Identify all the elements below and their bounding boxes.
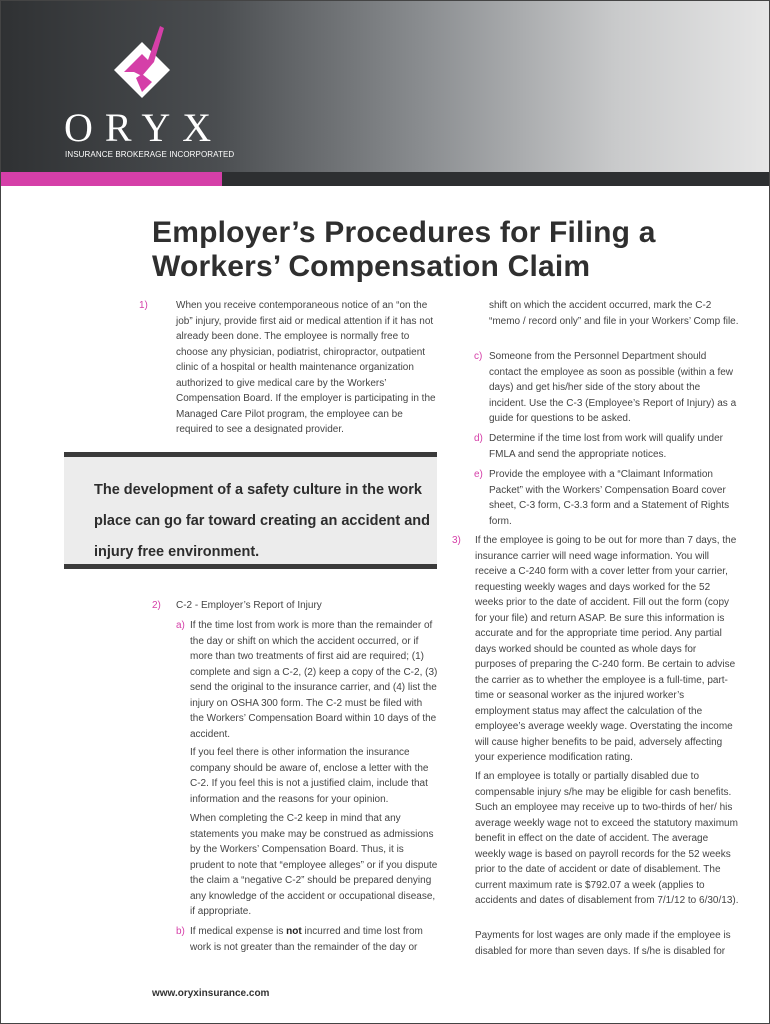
page-title: Employer’s Procedures for Filing a Workers’ Compensation Claim xyxy=(152,216,656,283)
item-3-text-2: If an employee is totally or partially disabled due to compensable injury s/he may be eligible for cash benefits. Such an employee may receive up to two-thirds of her/ his average weekly wage not to exceed the statutory maximum benefit in effect on the date of accident. The average weekly wage is based on payroll records for the 52 weeks prior to the date of accident or date of disablement. The current maximum rate is $792.07 a week (applies to accidents and dates of disablement from 7/1/12 to 6/30/13). xyxy=(475,771,739,906)
item-2-number: 2) xyxy=(152,600,161,611)
item-2e-text: Provide the employee with a “Claimant Information Packet” with the Workers’ Compensation Board cover sheet, C-3 form, C-3.3 form and a Statement of Rights form. xyxy=(489,469,730,527)
item-3-number: 3) xyxy=(452,535,461,546)
item-2c-label: c) xyxy=(474,351,483,362)
item-1-text: When you receive contemporaneous notice of an “on the job” injury, provide first aid or medical attention if it has not already been done. The employee is normally free to choose any physician, podiatrist, chiropractor, outpatient clinic of a hospital or health maintenance organization authorized to give medical care by the Workers’ Compensation Board. If the employer is participating in the Managed Care Pilot program, the employee can be required to see a designated provider. xyxy=(176,300,436,435)
item-2e-label: e) xyxy=(474,469,483,480)
brand-name: ORYX xyxy=(64,105,224,150)
item-2b-continued: shift on which the accident occurred, mark the C-2 “memo / record only” and file in your Workers’ Comp file. xyxy=(489,300,739,327)
item-3-text: If the employee is going to be out for more than 7 days, the insurance carrier will need wage information. You will receive a C-240 form with a cover letter from your carrier, requesting weekly wages and days worked for the 52 weeks prior to the date of accident. Fill out the form (copy for your file) and return ASAP. Be sure this information is accurate and for the appropriate time period. Any partial days worked should be counted as whole days for purposes of preparing the C-240 form. Be certain to advise the carrier as to whether the employee is a full-time, part-time or seasonal worker as the injured worker’s employment status may affect the calculation of the employee’s average weekly wage. Overstating the income will cause higher benefits to be paid, adversely affecting your experience modification rating. xyxy=(475,535,737,763)
oryx-logo-icon xyxy=(108,18,178,108)
item-2b-text xyxy=(190,924,438,955)
item-2a-label: a) xyxy=(176,620,185,631)
item-2b-text-end: incurred and time lost from work is not greater than the remainder of the day or xyxy=(190,926,423,953)
item-3-text-3: Payments for lost wages are only made if the employee is disabled for more than seven days. If s/he is disabled for xyxy=(475,930,731,957)
pull-quote xyxy=(64,452,437,569)
header-banner xyxy=(0,0,770,172)
pull-quote-text: The development of a safety culture in the work place can go far toward creating an accident and injury free environment. xyxy=(94,482,431,560)
item-1-number: 1) xyxy=(139,300,148,311)
item-2d-label: d) xyxy=(474,433,483,444)
item-2-heading: C-2 - Employer’s Report of Injury xyxy=(176,600,322,611)
item-2b-text-bold: not xyxy=(286,926,302,937)
item-2a-text-2: If you feel there is other information the insurance company should be aware of, enclose a letter with the C-2. If you feel this is not a justified claim, include that information and the reasons for your opinion. xyxy=(190,747,429,805)
item-2d-text: Determine if the time lost from work will qualify under FMLA and send the appropriate notices. xyxy=(489,433,723,460)
item-2b-text-start: If medical expense is xyxy=(190,926,287,937)
item-2c-text: Someone from the Personnel Department should contact the employee as soon as possible (within a few days) and get his/her side of the story about the incident. Use the C-3 (Employee’s Report of Injury) as a guide for questions to be asked. xyxy=(489,351,737,424)
footer-url: www.oryxinsurance.com xyxy=(152,988,270,999)
accent-band xyxy=(0,172,222,186)
item-2a-text: If the time lost from work is more than the remainder of the day or shift on which the accident occurred, or if more than two treatments of first aid are required; (1) complete and sign a C-2, (2) keep a copy of the C-2, (3) send the original to the insurance carrier, and (4) list the injury on OSHA 300 form. The C-2 must be filed with the Workers’ Compensation Board within 10 days of the accident. xyxy=(190,620,438,740)
item-2a-text-3: When completing the C-2 keep in mind that any statements you make may be construed as admissions by the Workers’ Compensation Board. Thus, it is prudent to note that “employee alleges” or if you dispute the claim a “negative C-2” should be prepared denying any knowledge of the accident or occupational disease, if appropriate. xyxy=(190,813,438,917)
item-2b-label: b) xyxy=(176,926,185,937)
brand-subtitle: INSURANCE BROKERAGE INCORPORATED xyxy=(65,150,235,159)
dark-band xyxy=(222,172,770,186)
